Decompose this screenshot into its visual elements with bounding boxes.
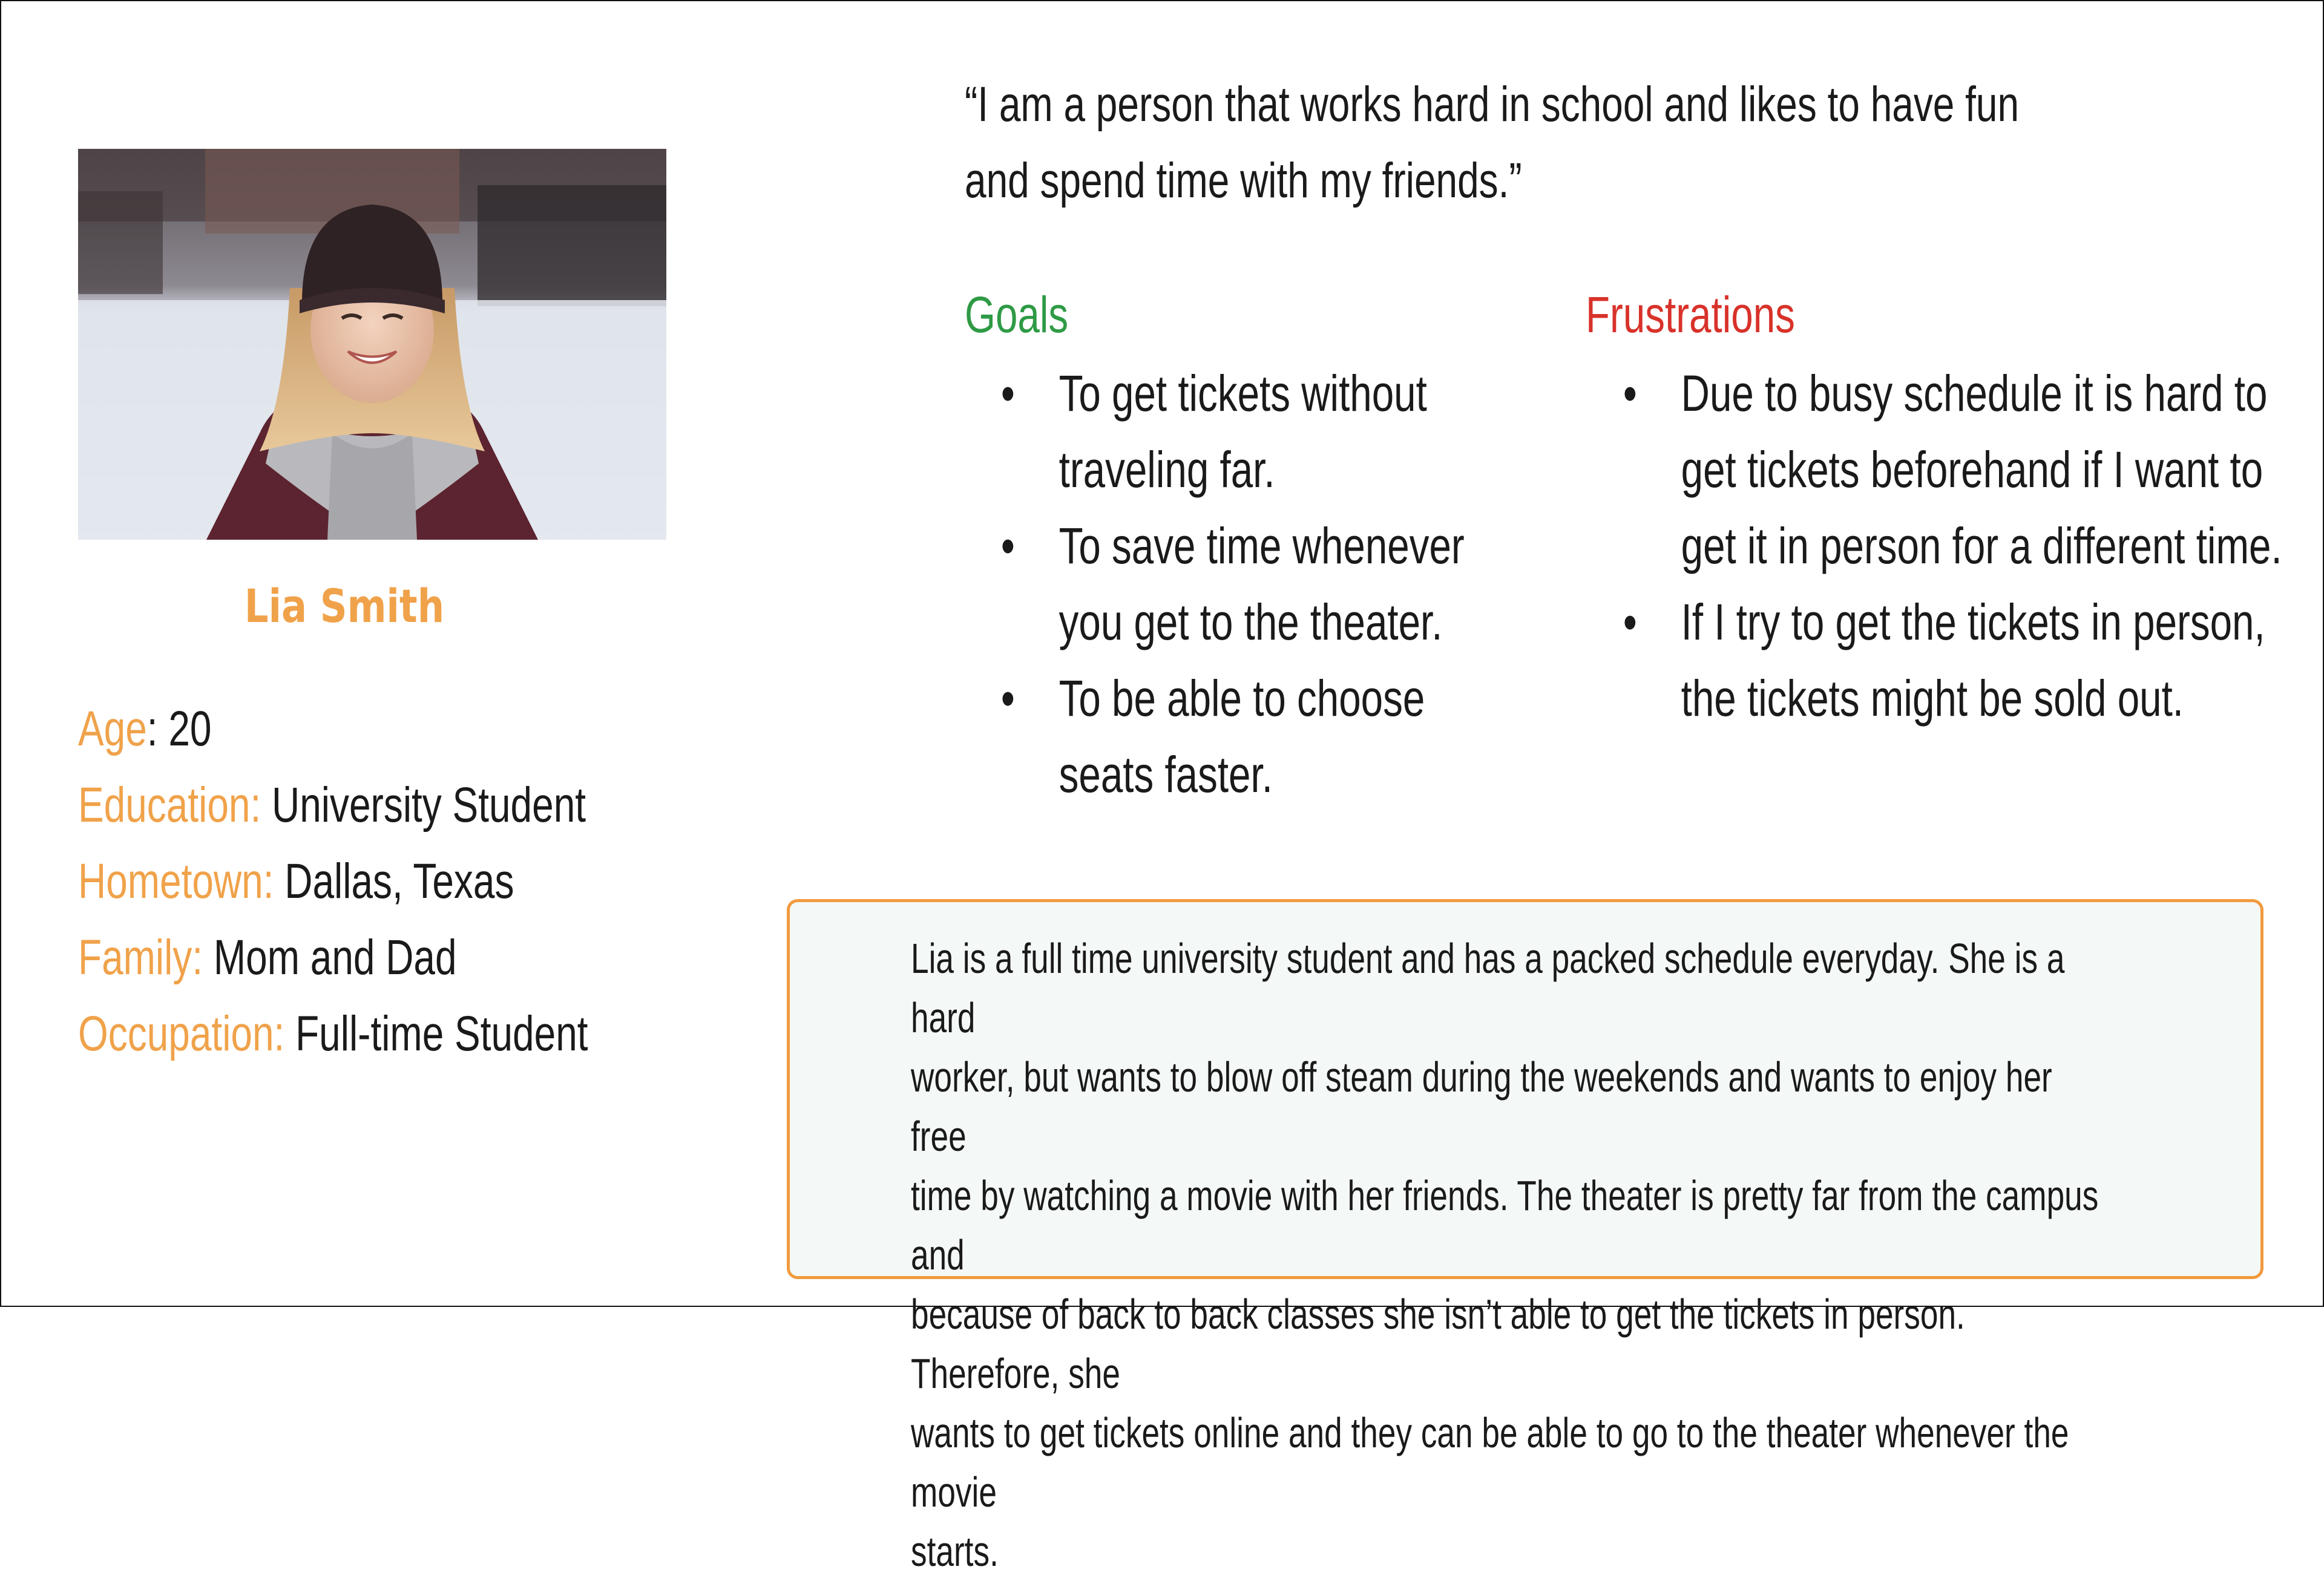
frustrations-heading: Frustrations bbox=[1586, 286, 1795, 343]
info-row-family bbox=[78, 920, 692, 996]
frustration-item-text: Due to busy schedule it is hard to get tickets beforehand if I want to get it in person for a different time. bbox=[1681, 365, 2282, 574]
bio-line: because of back to back classes she isn’t able to get the tickets in person. Therefore, she bbox=[911, 1291, 1965, 1397]
info-label-occupation: Occupation: bbox=[78, 1006, 285, 1061]
bullet-icon: • bbox=[1000, 365, 1015, 422]
bio-line: wants to get tickets online and they can be able to go to the theater whenever the movie bbox=[911, 1409, 2069, 1516]
goals-heading: Goals bbox=[965, 286, 1069, 343]
info-value-family: Mom and Dad bbox=[203, 930, 457, 985]
info-value-education: University Student bbox=[261, 777, 586, 833]
persona-name: Lia Smith bbox=[244, 579, 445, 633]
goal-item-text: To get tickets without traveling far. bbox=[1059, 365, 1427, 498]
info-value-occupation: Full-time Student bbox=[284, 1006, 588, 1061]
goal-item bbox=[994, 660, 1508, 813]
info-row-occupation bbox=[78, 996, 692, 1072]
bio-line: Lia is a full time university student and has a packed schedule everyday. She is a hard bbox=[911, 935, 2065, 1041]
goal-item-text: To be able to choose seats faster. bbox=[1059, 670, 1425, 803]
info-value-age: 20 bbox=[157, 701, 212, 756]
bullet-icon: • bbox=[1623, 594, 1637, 650]
goal-item bbox=[994, 355, 1508, 508]
bio-line: worker, but wants to blow off steam during the weekends and wants to enjoy her free bbox=[911, 1053, 2052, 1160]
info-separator-age: : bbox=[146, 701, 158, 756]
frustration-item-text: If I try to get the tickets in person, the tickets might be sold out. bbox=[1681, 594, 2265, 727]
frustrations-list bbox=[1616, 355, 2296, 736]
goal-item bbox=[994, 508, 1508, 660]
persona-quote bbox=[965, 67, 2050, 219]
persona-info bbox=[78, 691, 865, 1072]
bio-text bbox=[911, 929, 2107, 1581]
bio-box bbox=[787, 899, 2263, 1575]
bullet-icon: • bbox=[1000, 517, 1015, 574]
info-row-hometown bbox=[78, 843, 692, 920]
bullet-icon: • bbox=[1623, 365, 1637, 422]
persona-photo-image bbox=[78, 149, 666, 540]
bio-line: starts. bbox=[911, 1528, 999, 1575]
quote-line-1: “I am a person that works hard in school and likes to have fun bbox=[965, 77, 2020, 132]
info-label-family: Family: bbox=[78, 930, 203, 985]
quote-line-2: and spend time with my friends.” bbox=[965, 153, 1522, 208]
bullet-icon: • bbox=[1000, 670, 1015, 727]
goals-list bbox=[994, 355, 1508, 813]
frustration-item bbox=[1616, 355, 2296, 584]
persona-photo bbox=[78, 149, 666, 540]
info-row-education bbox=[78, 767, 692, 843]
frustration-item bbox=[1616, 584, 2296, 736]
goal-item-text: To save time whenever you get to the theater. bbox=[1059, 517, 1465, 650]
info-label-education: Education: bbox=[78, 777, 261, 833]
info-label-age: Age bbox=[78, 701, 147, 756]
info-value-hometown: Dallas, Texas bbox=[274, 854, 514, 909]
info-row-age bbox=[78, 691, 692, 767]
info-label-hometown: Hometown: bbox=[78, 854, 274, 909]
bio-line: time by watching a movie with her friends. The theater is pretty far from the campus and bbox=[911, 1172, 2099, 1278]
